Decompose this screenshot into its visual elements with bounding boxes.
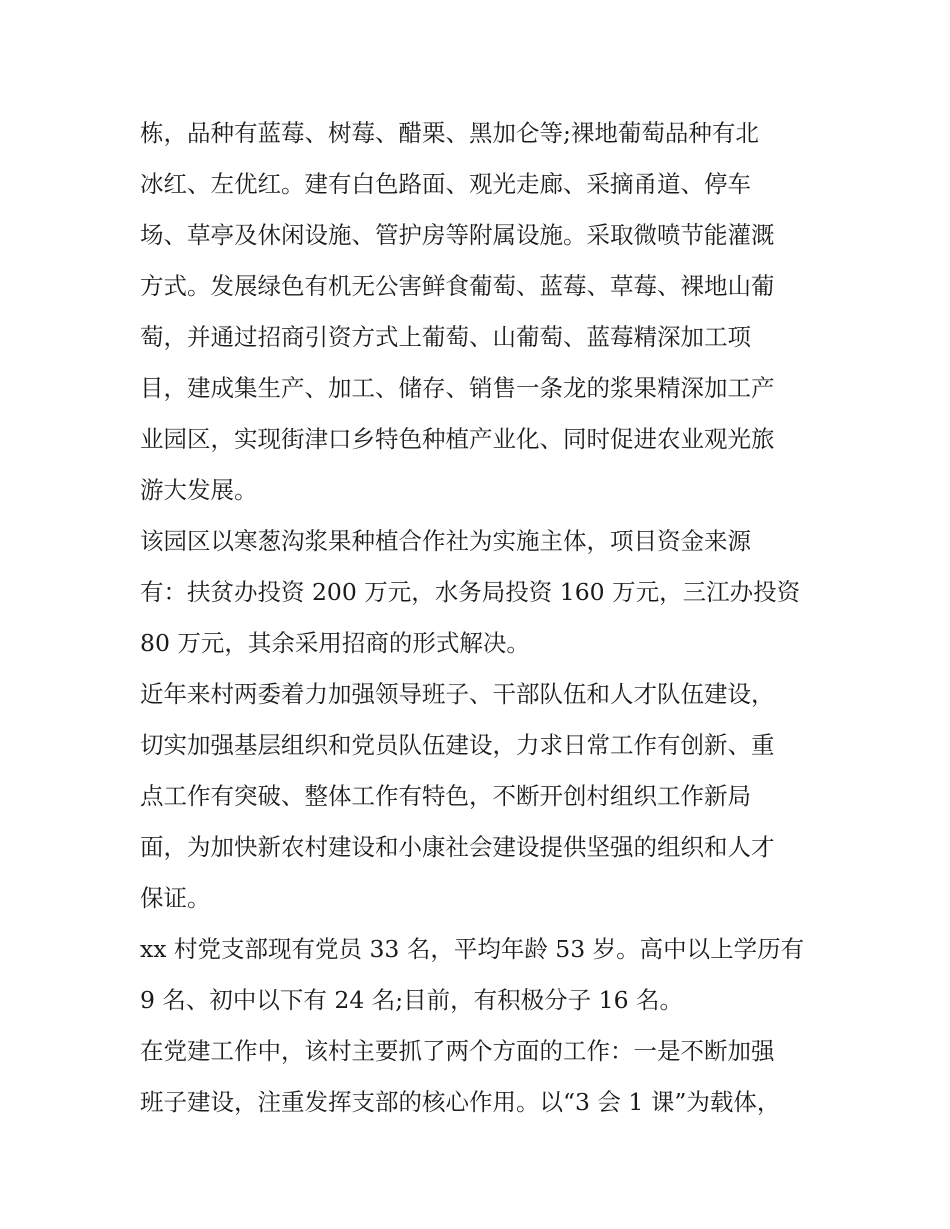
text-line: 栋，品种有蓝莓、树莓、醋栗、黑加仑等;裸地葡萄品种有北 [140, 119, 759, 147]
text-line: 9 名、初中以下有 24 名;目前，有积极分子 16 名。 [140, 986, 684, 1014]
text-line: 80 万元，其余采用招商的形式解决。 [140, 629, 530, 657]
text-line: 面，为加快新农村建设和小康社会建设提供坚强的组织和人才 [140, 833, 775, 861]
text-line: 点工作有突破、整体工作有特色，不断开创村组织工作新局 [140, 782, 751, 810]
text-line: 场、草亭及休闲设施、管护房等附属设施。采取微喷节能灌溉 [140, 221, 775, 249]
text-line: 冰红、左优红。建有白色路面、观光走廊、采摘甬道、停车 [140, 170, 751, 198]
text-line: 班子建设，注重发挥支部的核心作用。以“3 会 1 课”为载体， [140, 1088, 781, 1116]
text-line: 萄，并通过招商引资方式上葡萄、山葡萄、蓝莓精深加工项 [140, 323, 751, 351]
text-line: 切实加强基层组织和党员队伍建设，力求日常工作有创新、重 [140, 731, 775, 759]
text-line: 游大发展。 [140, 476, 258, 504]
text-line: 有：扶贫办投资 200 万元，水务局投资 160 万元，三江办投资 [140, 578, 801, 606]
text-line: 目，建成集生产、加工、储存、销售一条龙的浆果精深加工产 [140, 374, 775, 402]
text-line: 近年来村两委着力加强领导班子、干部队伍和人才队伍建设， [140, 680, 775, 708]
text-line: 保证。 [140, 884, 211, 912]
text-line: xx 村党支部现有党员 33 名，平均年龄 53 岁。高中以上学历有 [140, 935, 805, 963]
text-line: 该园区以寒葱沟浆果种植合作社为实施主体，项目资金来源 [140, 527, 751, 555]
text-line: 方式。发展绿色有机无公害鲜食葡萄、蓝莓、草莓、裸地山葡 [140, 272, 775, 300]
body-text [140, 108, 812, 1128]
text-line: 在党建工作中，该村主要抓了两个方面的工作：一是不断加强 [140, 1037, 775, 1065]
text-line: 业园区，实现街津口乡特色种植产业化、同时促进农业观光旅 [140, 425, 775, 453]
